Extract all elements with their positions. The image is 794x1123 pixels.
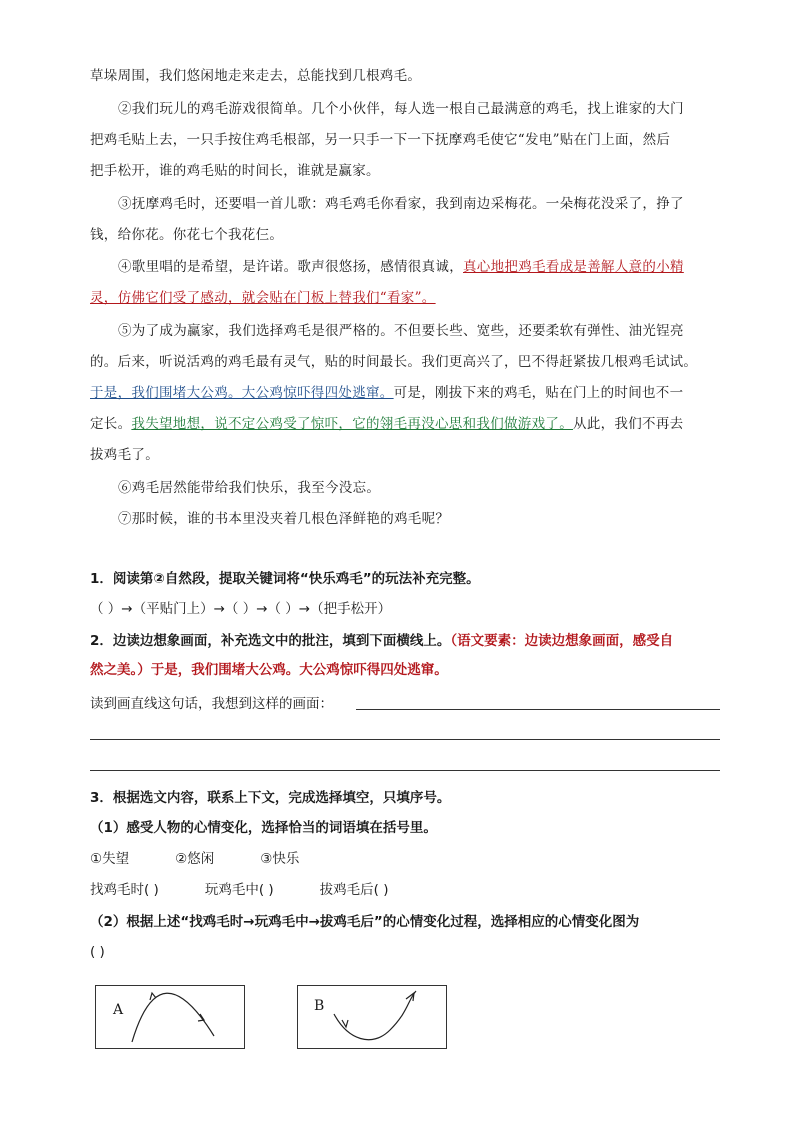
question-2-requirement-cont: 然之美。）于是，我们围堵大公鸡。大公鸡惊吓得四处逃窜。 <box>90 662 448 678</box>
question-3-options <box>90 849 730 869</box>
question-3-title: 3．根据选文内容，联系上下文，完成选择填空，只填序号。 <box>90 790 451 806</box>
question-1-title: 1．阅读第②自然段，提取关键词将“快乐鸡毛”的玩法补充完整。 <box>90 571 480 587</box>
paragraph-5-text: 可是，刚拔下来的鸡毛，贴在门上的时间也不一 <box>393 385 684 401</box>
paragraph-2-line: 把鸡毛贴上去，一只手按住鸡毛根部，另一只手一下一下抚摩鸡毛使它“发电”贴在门上面，然后 <box>90 132 671 148</box>
paragraph-3-line: 钱，给你花。你花七个我花仨。 <box>90 227 284 243</box>
question-2-title: 2．边读边想象画面，补充选文中的批注，填到下面横线上。 <box>90 633 451 649</box>
answer-line[interactable] <box>90 739 720 740</box>
blank-play-feathers[interactable]: 玩鸡毛中( ) <box>204 882 274 898</box>
annotated-sentence-blue: 于是，我们围堵大公鸡。大公鸡惊吓得四处逃窜。 <box>90 385 394 401</box>
paragraph-4-line <box>118 257 730 277</box>
blank-pluck-feathers[interactable]: 拔鸡毛后( ) <box>319 882 389 898</box>
option-item: ①失望 <box>90 851 130 867</box>
paragraph-2-line: ②我们玩儿的鸡毛游戏很简单。几个小伙伴，每人选一根自己最满意的鸡毛，找上谁家的大门 <box>118 101 684 117</box>
blank-find-feathers[interactable]: 找鸡毛时( ) <box>90 882 159 898</box>
diagram-a-label: A <box>113 1002 124 1018</box>
question-3-2-answer-blank[interactable]: ( ) <box>90 944 105 960</box>
option-item: ③快乐 <box>260 851 300 867</box>
annotated-sentence-red: 灵，仿佛它们受了感动，就会贴在门板上替我们“看家”。 <box>90 290 436 306</box>
paragraph-5-line: 的。后来，听说活鸡的鸡毛最有灵气，贴的时间最长。我们更高兴了，巴不得赶紧拔几根鸡毛试试。 <box>90 354 698 370</box>
paragraph-5-line <box>90 414 730 434</box>
question-3-2-title: （2）根据上述“找鸡毛时→玩鸡毛中→拔鸡毛后”的心情变化过程，选择相应的心情变化图为 <box>90 914 640 930</box>
answer-line[interactable] <box>90 770 720 771</box>
question-2-requirement: （语文要素：边读边想象画面，感受自 <box>450 633 674 649</box>
passage-line: 草垛周围，我们悠闲地走来走去，总能找到几根鸡毛。 <box>90 68 422 84</box>
paragraph-5-line: 拔鸡毛了。 <box>90 447 159 463</box>
question-3-blanks <box>90 880 730 900</box>
diagram-b-label: B <box>314 998 325 1014</box>
rise-fall-curve-icon <box>96 986 244 1048</box>
paragraph-5-text: 从此，我们不再去 <box>573 416 684 432</box>
question-3-1-title: （1）感受人物的心情变化，选择恰当的词语填在括号里。 <box>90 820 437 836</box>
paragraph-4-text: ④歌里唱的是希望，是许诺。歌声很悠扬，感情很真诚， <box>118 259 463 275</box>
paragraph-7-line: ⑦那时候，谁的书本里没夹着几根色泽鲜艳的鸡毛呢？ <box>118 511 450 527</box>
paragraph-2-line: 把手松开，谁的鸡毛贴的时间长，谁就是赢家。 <box>90 163 380 179</box>
question-2-prompt: 读到画直线这句话，我想到这样的画面： <box>90 696 333 712</box>
answer-line[interactable] <box>356 709 720 710</box>
paragraph-5-text: 定长。 <box>90 416 132 432</box>
paragraph-5-line <box>90 383 730 403</box>
paragraph-3-line: ③抚摩鸡毛时，还要唱一首儿歌：鸡毛鸡毛你看家，我到南边采梅花。一朵梅花没采了，挣了 <box>118 196 684 212</box>
fall-rise-curve-icon <box>298 986 446 1048</box>
annotated-sentence-red: 真心地把鸡毛看成是善解人意的小精 <box>463 259 684 275</box>
annotated-sentence-green: 我失望地想，说不定公鸡受了惊吓，它的翎毛再没心思和我们做游戏了。 <box>131 416 574 432</box>
paragraph-4-line <box>90 288 730 308</box>
paragraph-6-line: ⑥鸡毛居然能带给我们快乐，我至今没忘。 <box>118 480 381 496</box>
question-1-flow-blanks[interactable]: （ ）→（平贴门上）→（ ）→（ ）→（把手松开） <box>90 601 392 617</box>
paragraph-5-line: ⑤为了成为赢家，我们选择鸡毛是很严格的。不但要长些、宽些，还要柔软有弹性、油光锃亮 <box>118 323 684 339</box>
mood-diagram-a[interactable] <box>95 985 245 1049</box>
question-2-title-line <box>90 631 730 651</box>
option-item: ②悠闲 <box>175 851 215 867</box>
mood-diagram-b[interactable] <box>297 985 447 1049</box>
